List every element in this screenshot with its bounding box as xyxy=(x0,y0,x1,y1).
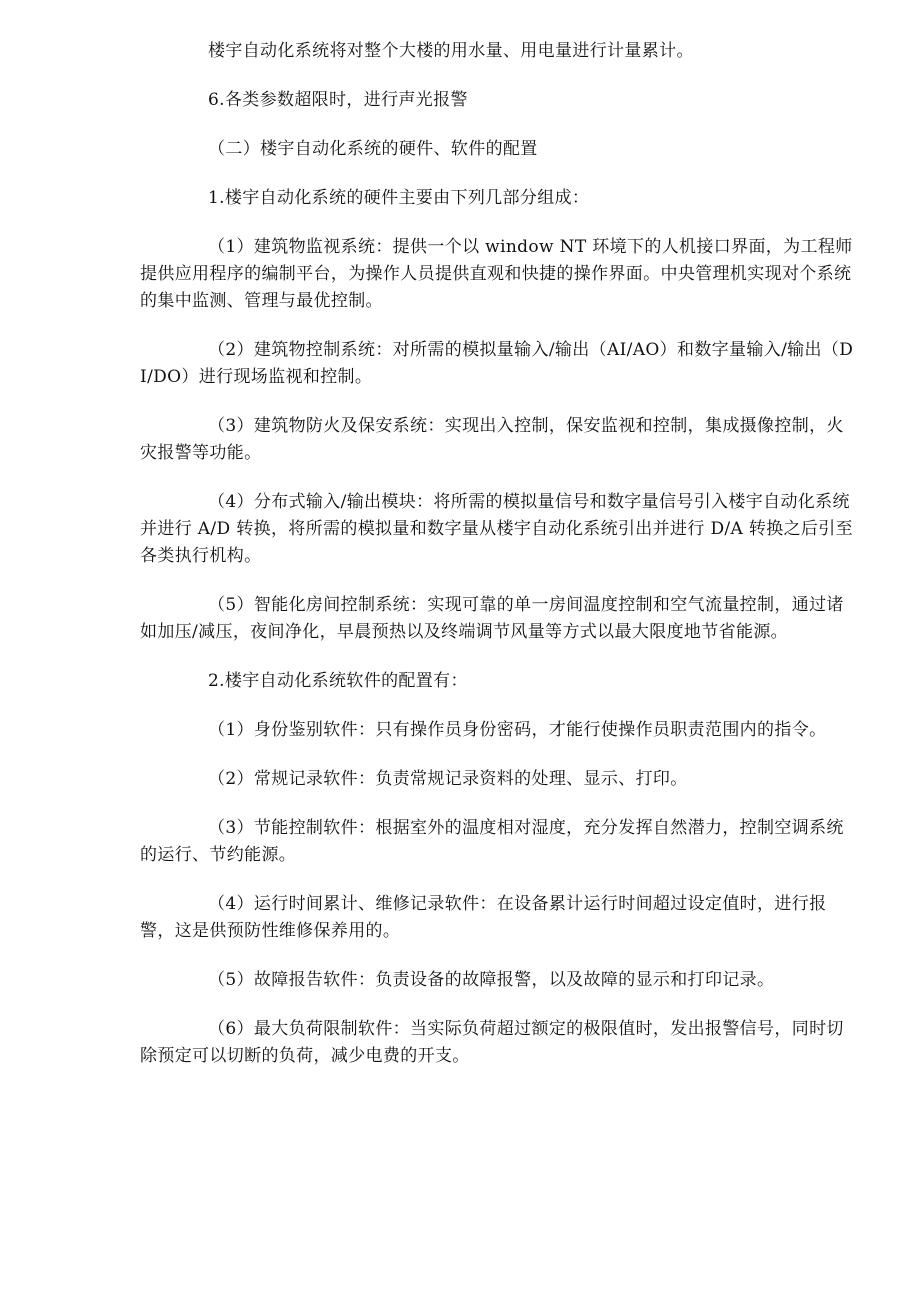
document-body xyxy=(140,38,858,1092)
section-heading-config: （二）楼宇自动化系统的硬件、软件的配置 xyxy=(208,139,538,159)
paragraph-hardware-control: （2）建筑物控制系统：对所需的模拟量输入/输出（AI/AO）和数字量输入/输出（DI/DO）进行现场监视和控制。 xyxy=(140,340,854,387)
paragraph-hardware-monitoring: （1）建筑物监视系统：提供一个以 window NT 环境下的人机接口界面，为工程师提供应用程序的编制平台，为操作人员提供直观和快捷的操作界面。中央管理机实现对个系统的集中监测、管理与最优控制。 xyxy=(140,237,853,311)
paragraph-hardware-intro: 1.楼宇自动化系统的硬件主要由下列几部分组成： xyxy=(208,188,590,208)
paragraph-hardware-room-control: （5）智能化房间控制系统：实现可靠的单一房间温度控制和空气流量控制，通过诸如加压/减压，夜间净化，早晨预热以及终端调节风量等方式以最大限度地节省能源。 xyxy=(140,595,844,642)
paragraph-alarm: 6.各类参数超限时，进行声光报警 xyxy=(208,90,468,110)
paragraph-software-fault-report: （5）故障报告软件：负责设备的故障报警，以及故障的显示和打印记录。 xyxy=(208,970,775,990)
paragraph-software-load-limit: （6）最大负荷限制软件：当实际负荷超过额定的极限值时，发出报警信号，同时切除预定可以切断的负荷，减少电费的开支。 xyxy=(140,1019,844,1066)
paragraph-software-intro: 2.楼宇自动化系统软件的配置有： xyxy=(208,671,468,691)
paragraph-software-authentication: （1）身份鉴别软件：只有操作员身份密码，才能行使操作员职责范围内的指令。 xyxy=(208,720,827,740)
paragraph-metering: 楼宇自动化系统将对整个大楼的用水量、用电量进行计量累计。 xyxy=(208,41,694,61)
paragraph-hardware-fire-security: （3）建筑物防火及保安系统：实现出入控制，保安监视和控制，集成摄像控制，火灾报警等功能。 xyxy=(140,416,844,463)
paragraph-software-energy: （3）节能控制软件：根据室外的温度相对湿度，充分发挥自然潜力，控制空调系统的运行、节约能源。 xyxy=(140,818,844,865)
paragraph-software-runtime: （4）运行时间累计、维修记录软件：在设备累计运行时间超过设定值时，进行报警，这是供预防性维修保养用的。 xyxy=(140,894,827,941)
paragraph-hardware-io-modules: （4）分布式输入/输出模块：将所需的模拟量信号和数字量信号引入楼宇自动化系统并进行 A/D 转换，将所需的模拟量和数字量从楼宇自动化系统引出并进行 D/A 转换之后引至各类执行机构。 xyxy=(140,492,853,566)
paragraph-software-records: （2）常规记录软件：负责常规记录资料的处理、显示、打印。 xyxy=(208,769,688,789)
